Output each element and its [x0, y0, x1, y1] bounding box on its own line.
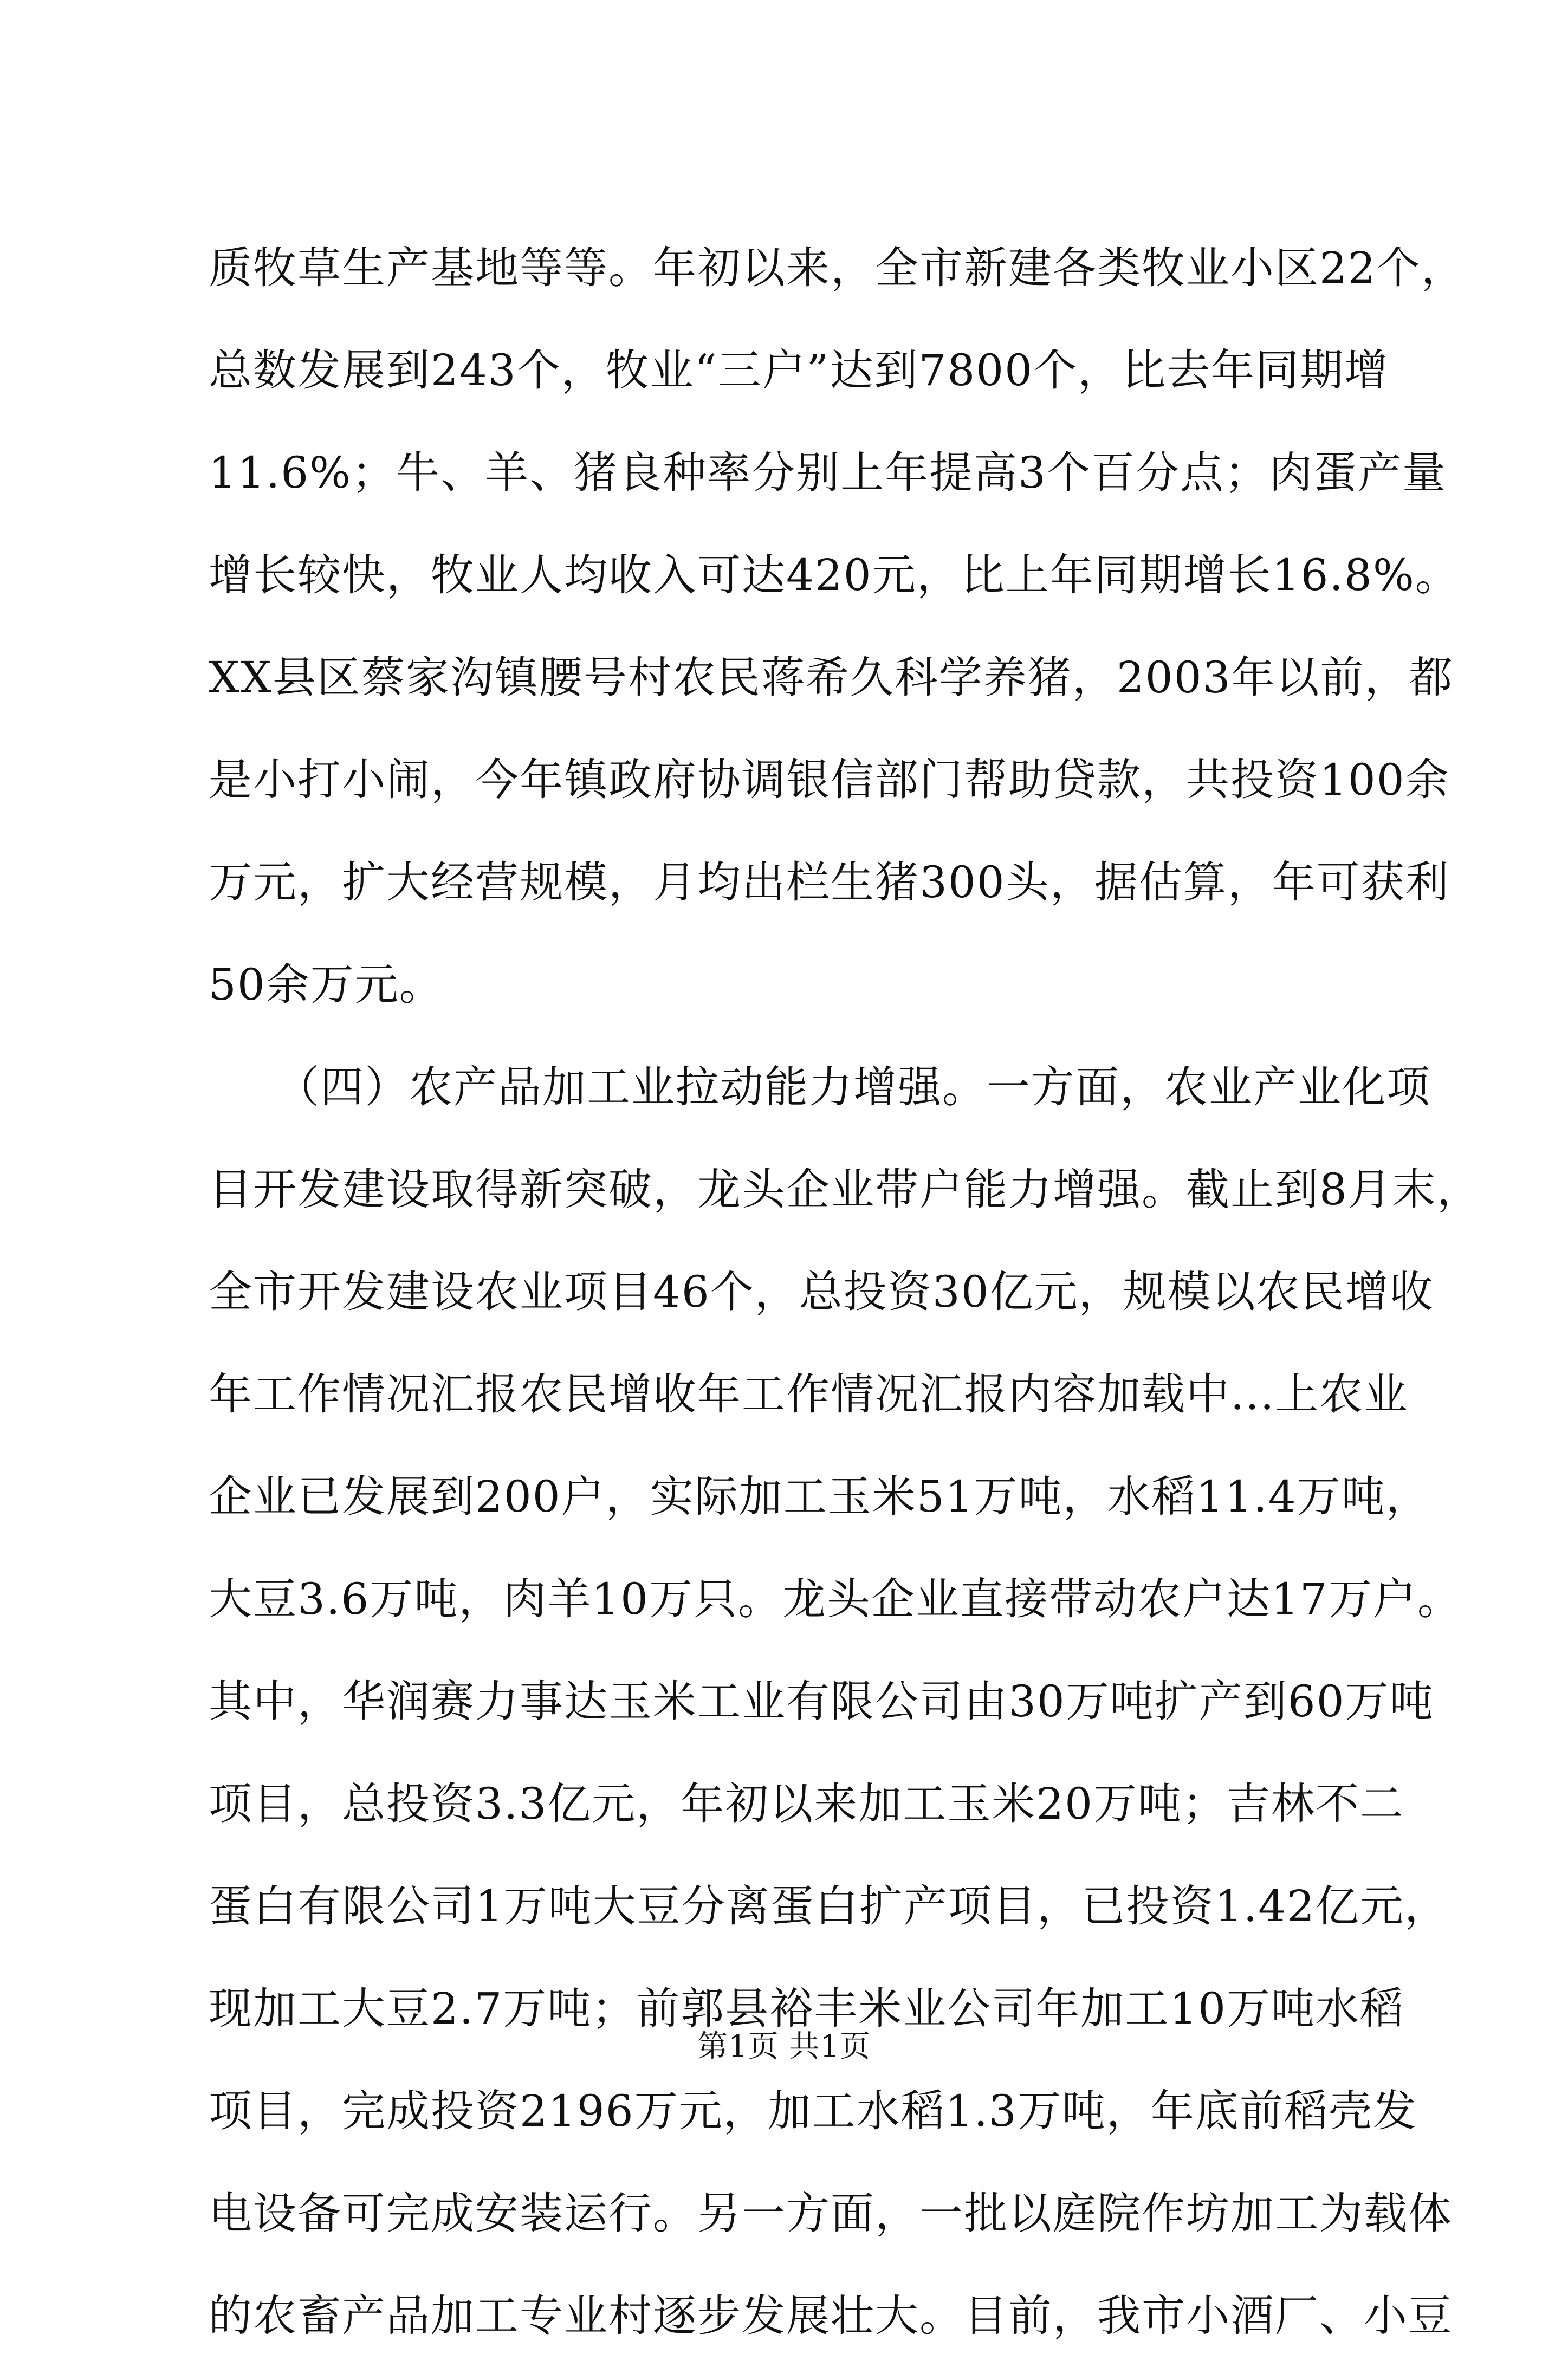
text-line: 目开发建设取得新突破，龙头企业带户能力增强。截止到8月末，	[209, 1164, 1481, 1215]
text-line: 现加工大豆2.7万吨；前郭县裕丰米业公司年加工10万吨水稻	[209, 1983, 1405, 2034]
text-line: 年工作情况汇报农民增收年工作情况汇报内容加载中...上农业	[209, 1369, 1409, 1419]
text-line: 蛋白有限公司1万吨大豆分离蛋白扩产项目，已投资1.42亿元，	[209, 1881, 1449, 1931]
text-line: 全市开发建设农业项目46个，总投资30亿元，规模以农民增收	[209, 1267, 1434, 1317]
text-line: 企业已发展到200户，实际加工玉米51万吨，水稻11.4万吨，	[209, 1471, 1430, 1522]
text-line: 11.6%；牛、羊、猪良种率分别上年提高3个百分点；肉蛋产量	[209, 448, 1447, 498]
text-line: 是小打小闹，今年镇政府协调银信部门帮助贷款，共投资100余	[209, 755, 1450, 805]
text-line: 项目，完成投资2196万元，加工水稻1.3万吨，年底前稻壳发	[209, 2086, 1417, 2136]
text-line: 其中，华润赛力事达玉米工业有限公司由30万吨扩产到60万吨	[209, 1676, 1434, 1727]
text-line: 质牧草生产基地等等。年初以来，全市新建各类牧业小区22个，	[209, 243, 1466, 293]
text-line: 总数发展到243个，牧业“三户”达到7800个，比去年同期增	[209, 345, 1389, 395]
text-line: 增长较快，牧业人均收入可达420元，比上年同期增长16.8%。	[209, 550, 1460, 600]
text-line: 电设备可完成安装运行。另一方面，一批以庭院作坊加工为载体	[209, 2188, 1453, 2239]
text-line: XX县区蔡家沟镇腰号村农民蒋希久科学养猪，2003年以前，都	[209, 652, 1454, 703]
text-line: 万元，扩大经营规模，月均出栏生猪300头，据估算，年可获利	[209, 857, 1450, 907]
text-line: 项目，总投资3.3亿元，年初以来加工玉米20万吨；吉林不二	[209, 1779, 1405, 1829]
page-number: 第1页 共1页	[697, 2029, 871, 2064]
text-line: 50余万元。	[209, 959, 444, 1010]
text-line: 大豆3.6万吨，肉羊10万只。龙头企业直接带动农户达17万户。	[209, 1574, 1462, 1624]
text-line: 的农畜产品加工专业村逐步发展壮大。目前，我市小酒厂、小豆	[209, 2291, 1453, 2341]
text-line: （四）农产品加工业拉动能力增强。一方面，农业产业化项	[209, 1062, 1431, 1112]
page-footer	[0, 2025, 1568, 2068]
